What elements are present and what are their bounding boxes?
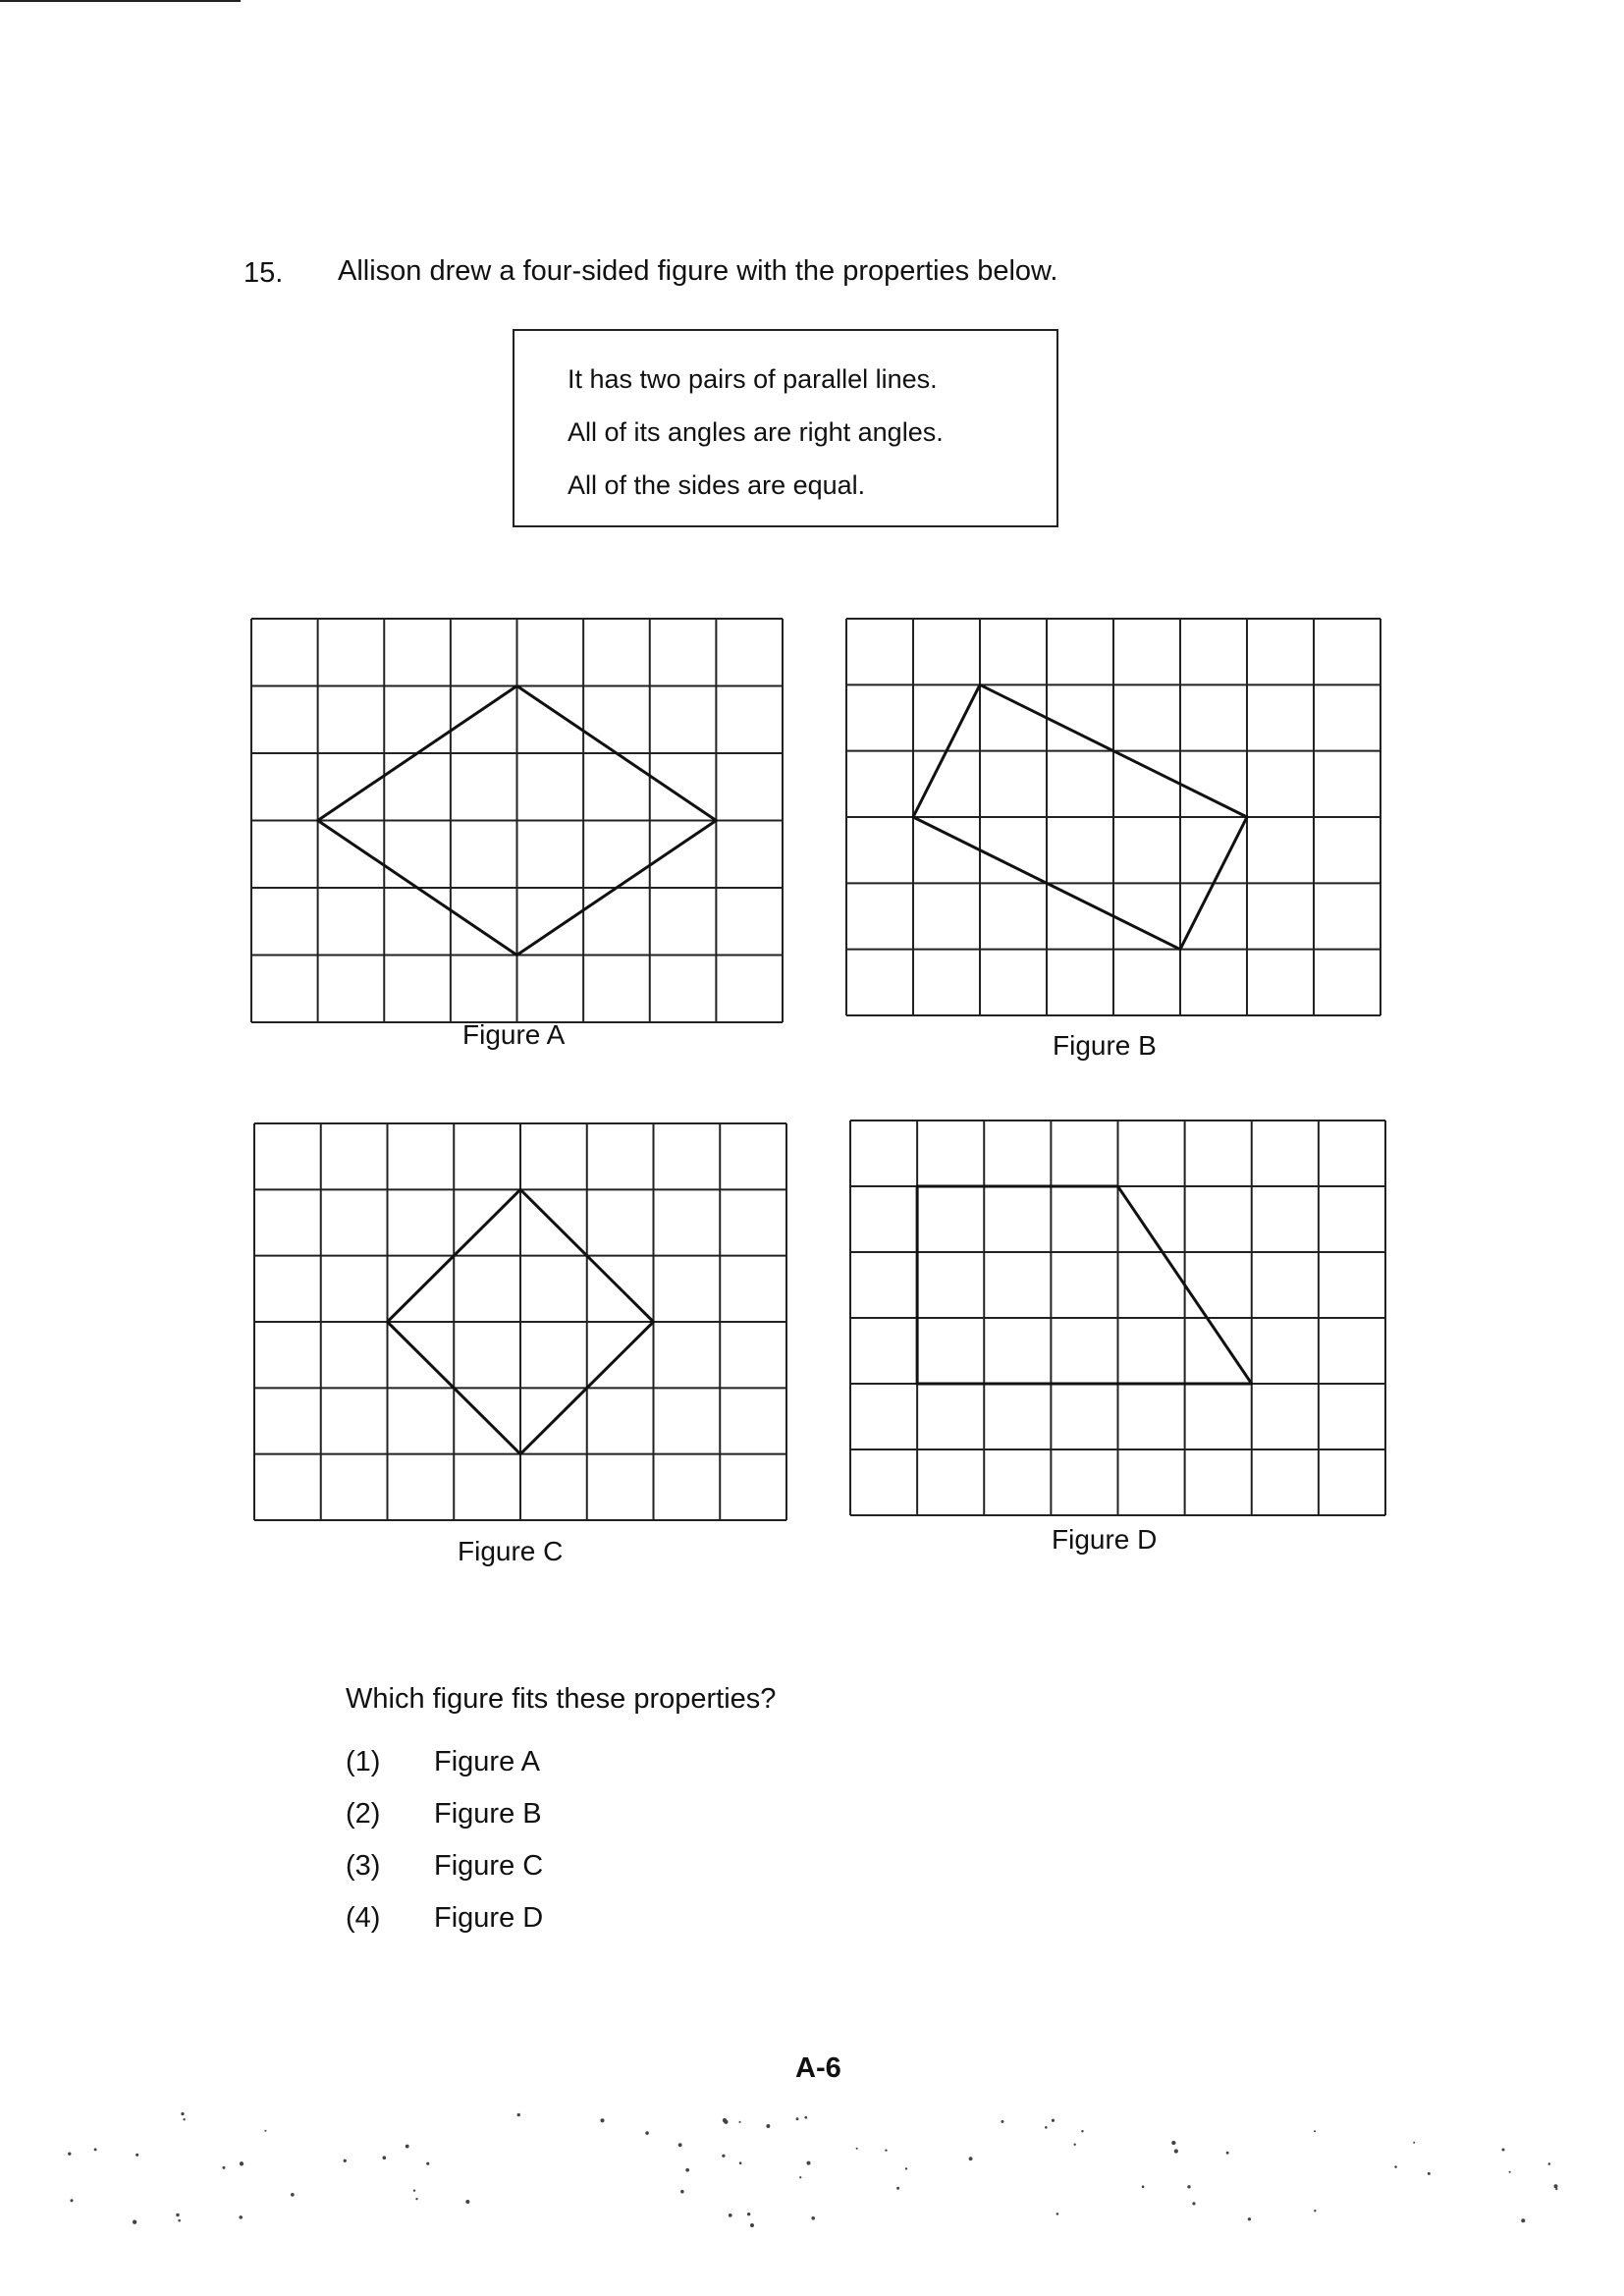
- speckle: [178, 2219, 181, 2222]
- speckle: [729, 2214, 732, 2217]
- speckle: [1413, 2142, 1415, 2144]
- speckle: [1081, 2130, 1083, 2132]
- speckle: [1554, 2184, 1558, 2188]
- speckle: [222, 2166, 225, 2169]
- speckle: [600, 2118, 604, 2122]
- question-stem: Allison drew a four-sided figure with the properties below.: [338, 255, 1058, 287]
- choice-number: (1): [346, 1746, 381, 1777]
- speckle: [406, 2145, 409, 2149]
- speckle: [747, 2213, 750, 2215]
- speckle: [739, 2121, 741, 2123]
- speckle: [1314, 2210, 1316, 2212]
- speckle: [1073, 2143, 1075, 2145]
- speckle: [1555, 2188, 1557, 2190]
- speckle: [750, 2223, 754, 2227]
- speckle: [811, 2216, 815, 2220]
- speckle: [426, 2162, 429, 2165]
- speckle: [804, 2116, 807, 2119]
- speckle: [1394, 2165, 1397, 2168]
- speckle: [796, 2117, 799, 2120]
- speckle: [1248, 2217, 1251, 2220]
- speckle: [905, 2167, 907, 2169]
- figure-d-caption: Figure D: [1052, 1524, 1158, 1555]
- speckle: [413, 2189, 415, 2191]
- speckle: [183, 2118, 185, 2120]
- speckle: [1521, 2218, 1525, 2222]
- choice-label: Figure C: [434, 1850, 544, 1882]
- speckle: [1171, 2141, 1175, 2145]
- speckle: [133, 2220, 136, 2224]
- choice-number: (2): [346, 1798, 381, 1830]
- speckle: [1187, 2185, 1190, 2188]
- speckle: [766, 2124, 770, 2128]
- speckle: [685, 2168, 689, 2172]
- speckle: [722, 2155, 725, 2158]
- speckle: [291, 2193, 295, 2197]
- speckle: [94, 2148, 97, 2151]
- speckle: [1052, 2119, 1055, 2122]
- speckle: [465, 2200, 469, 2204]
- speckle: [1142, 2185, 1145, 2188]
- speckle: [264, 2130, 266, 2132]
- speckle: [1192, 2202, 1195, 2205]
- choice-question: Which figure fits these properties?: [346, 1683, 777, 1715]
- figure-b-caption: Figure B: [1053, 1030, 1157, 1061]
- speckle: [969, 2157, 973, 2160]
- speckle: [896, 2187, 899, 2190]
- speckle: [1226, 2152, 1229, 2155]
- speckle: [1174, 2149, 1178, 2153]
- speckle: [885, 2149, 887, 2151]
- speckle: [383, 2156, 387, 2159]
- speckle: [1314, 2130, 1316, 2132]
- speckle: [678, 2143, 682, 2147]
- speckle: [135, 2154, 138, 2157]
- property-line: All of its angles are right angles.: [568, 417, 944, 447]
- speckle: [856, 2148, 858, 2150]
- question-number: 15.: [244, 257, 284, 289]
- speckle: [240, 2161, 244, 2165]
- speckle: [1001, 2120, 1003, 2123]
- speckle: [68, 2152, 71, 2155]
- speckle: [344, 2159, 347, 2162]
- speckle: [1428, 2172, 1431, 2175]
- speckle: [1548, 2162, 1551, 2165]
- choice-number: (3): [346, 1850, 381, 1882]
- property-line: It has two pairs of parallel lines.: [568, 364, 938, 394]
- speckle: [415, 2198, 417, 2200]
- speckle: [806, 2161, 810, 2165]
- speckle: [176, 2214, 179, 2216]
- property-line: All of the sides are equal.: [568, 470, 866, 500]
- speckle: [1045, 2126, 1048, 2129]
- speckle: [239, 2215, 243, 2219]
- speckle: [739, 2161, 742, 2164]
- speckle: [1509, 2171, 1511, 2173]
- speckle: [680, 2190, 684, 2194]
- figure-a-caption: Figure A: [462, 1019, 566, 1050]
- choice-label: Figure D: [434, 1902, 544, 1934]
- speckle: [645, 2131, 649, 2135]
- choice-label: Figure B: [434, 1798, 542, 1830]
- speckle: [1056, 2213, 1059, 2215]
- speckle: [1501, 2148, 1504, 2151]
- speckle: [70, 2199, 73, 2202]
- speckle: [799, 2176, 801, 2178]
- choice-number: (4): [346, 1902, 381, 1934]
- speckle: [723, 2118, 727, 2122]
- speckle: [181, 2112, 184, 2115]
- choice-label: Figure A: [434, 1746, 540, 1777]
- speckle: [516, 2113, 519, 2116]
- figure-c-caption: Figure C: [458, 1536, 564, 1566]
- page-number: A-6: [795, 2052, 841, 2084]
